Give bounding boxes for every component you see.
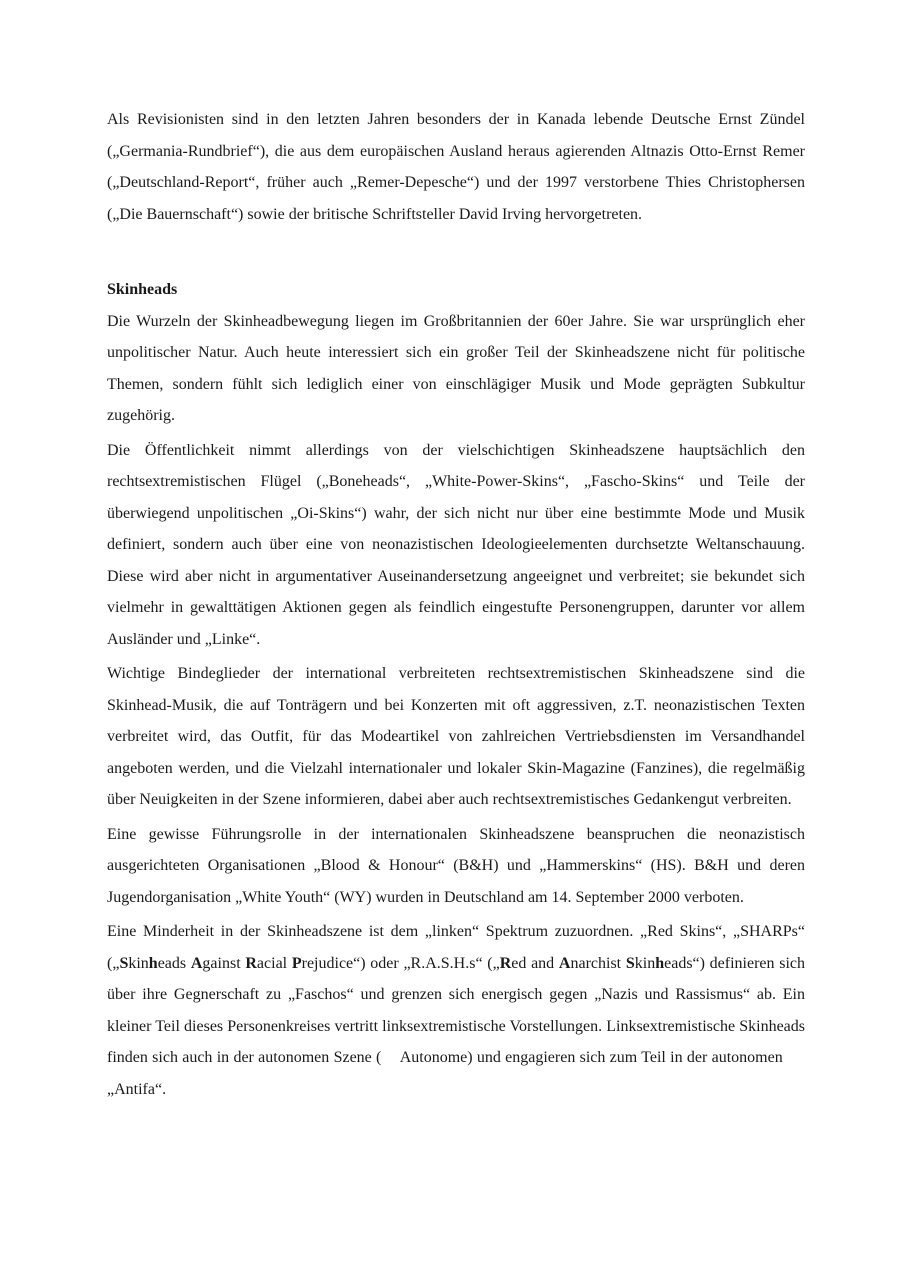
emphasis-letter: S	[625, 954, 635, 972]
text-run: kin	[128, 954, 149, 972]
emphasis-letter: A	[190, 954, 203, 972]
text-run: ed and	[511, 954, 559, 972]
cross-reference-autonome: Autonome	[399, 1049, 468, 1066]
emphasis-letter: P	[291, 954, 302, 972]
section-heading: Skinheads	[107, 281, 178, 298]
text-run: Eine Minderheit in der Skinheadszene ist dem „linken“ Spektrum zuzuordnen. „Red Skins“, „SHARPs“ („	[107, 923, 805, 972]
text-run: acial	[256, 954, 292, 972]
text-run: rejudice“) oder „R.A.S.H.s“ („	[301, 954, 500, 972]
cross-reference-antifa: „Antifa“.	[107, 1080, 167, 1098]
emphasis-letter: R	[499, 954, 512, 972]
emphasis-letter: S	[119, 954, 129, 972]
emphasis-letter: A	[558, 954, 571, 972]
text-run: narchist	[570, 954, 626, 972]
body-paragraph: Die Wurzeln der Skinheadbewegung liegen im Großbritannien der 60er Jahre. Sie war ursprünglich eher unpolitischer Natur. Auch heute interessiert sich ein großer Teil der Skinheadszene nicht für politische Themen, sondern fühlt sich lediglich einer von einschlägiger Musik und Mode geprägten Subkultur zugehörig.	[107, 312, 805, 424]
text-run: eads	[157, 954, 191, 972]
text-run: ) und engagieren sich zum Teil in der autonomen	[467, 1049, 783, 1066]
intro-paragraph: Als Revisionisten sind in den letzten Jahren besonders der in Kanada lebende Deutsche Ernst Zündel („Germania-Rundbrief“), die aus dem europäischen Ausland heraus agierenden Altnazis Otto-Ernst Remer („Deutschland-Report“, früher auch „Remer-Depesche“) und der 1997 verstorbene Thies Christophersen („Die Bauernschaft“) sowie der britische Schriftsteller David Irving hervorgetreten.	[107, 111, 805, 223]
body-paragraph: Eine gewisse Führungsrolle in der internationalen Skinheadszene beanspruchen die neonazistisch ausgerichteten Organisationen „Blood & Honour“ (B&H) und „Hammerskins“ (HS). B&H und deren Jugendorganisation „White Youth“ (WY) wurden in Deutschland am 14. September 2000 verboten.	[107, 825, 805, 906]
text-run: kin	[634, 954, 656, 972]
emphasis-letter: h	[148, 954, 158, 972]
emphasis-letter: h	[655, 954, 665, 972]
text-run: gainst	[202, 954, 246, 972]
body-paragraph: Die Öffentlichkeit nimmt allerdings von der vielschichtigen Skinheadszene hauptsächlich den rechtsextremistischen Flügel („Boneheads“, „White-Power-Skins“, „Fascho-Skins“ und Teile der überwiegend unpolitischen „Oi-Skins“) wahr, der sich nicht nur über eine bestimmte Mode und Musik definiert, sondern auch über eine von neonazistischen Ideologieelementen durchsetzte Weltanschauung. Diese wird aber nicht in argumentativer Auseinandersetzung angeeignet und verbreitet; sie bekundet sich vielmehr in gewalttätigen Aktionen gegen als feindlich eingestufte Personengruppen, darunter vor allem Ausländer und „Linke“.	[107, 441, 805, 648]
body-paragraph: Wichtige Bindeglieder der international verbreiteten rechtsextremistischen Skinheadszene sind die Skinhead-Musik, die auf Tonträgern und bei Konzerten mit oft aggressiven, z.T. neonazistischen Texten verbreitet wird, das Outfit, für das Modeartikel von zahlreichen Vertriebsdiensten im Versandhandel angeboten werden, und die Vielzahl internationaler und lokaler Skin-Magazine (Fanzines), die regelmäßig über Neuigkeiten in der Szene informieren, dabei aber auch rechtsextremistisches Gedankengut verbreiten.	[107, 665, 805, 808]
body-paragraph-last	[107, 916, 805, 1105]
emphasis-letter: R	[245, 954, 257, 972]
text-run: eads“) definieren sich über ihre Gegnerschaft zu „Faschos“ und grenzen sich energisch gegen „Nazis und Rassismus“ ab. Ein kleiner Teil dieses Personenkreises vertritt linksextremistische Vorstellungen. Linksextremistische Skinheads finden sich auch in der autonomen Szene (	[107, 954, 806, 1066]
